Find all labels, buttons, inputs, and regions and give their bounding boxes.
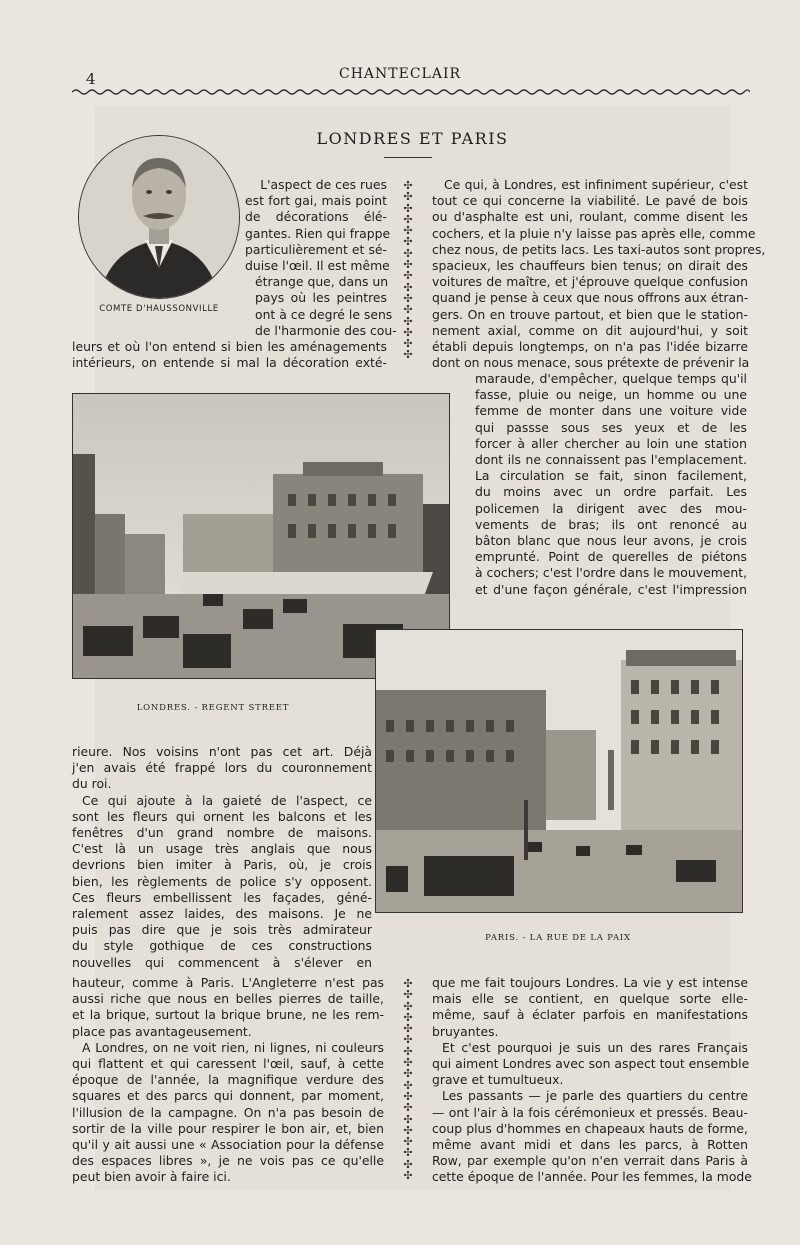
text-line: nouvelles qui commencent à s'élever en (72, 954, 372, 970)
text-line: et la brique, surtout la brique brune, ne les rem- (72, 1007, 384, 1023)
text-line: femme de monter dans une voiture vide (475, 403, 747, 419)
page-number: 4 (86, 70, 96, 88)
right-column-middle (475, 371, 747, 598)
text-line: bien, les règlements de police s'y opposent. (72, 873, 372, 889)
text-line: j'en avais été frappé lors du couronnement (72, 760, 372, 776)
text-line: nement axial, comme on dit aujourd'hui, y soit (432, 322, 748, 338)
text-line: du roi. (72, 776, 112, 792)
text-line: C'est là un usage très anglais que nous (72, 841, 372, 857)
text-line: hauteur, comme à Paris. L'Angleterre n'est pas (72, 975, 384, 990)
text-line: dont on nous menace, sous prétexte de prévenir la (432, 355, 750, 371)
left-column-bottom (72, 975, 384, 1186)
text-line: du moins avec un ordre parfait. Les (475, 484, 747, 500)
text-line: qu'il y ait aussi une « Association pour la défense (72, 1137, 384, 1153)
text-line: Ces fleurs embellissent les façades, géné- (72, 889, 372, 905)
right-column-top (432, 177, 766, 371)
text-line: fasse, pluie ou neige, un homme ou une (475, 387, 747, 403)
text-line: est fort gai, mais point (245, 193, 387, 209)
text-line: grave et tumultueux. (432, 1072, 564, 1088)
text-line: particulièrement et sé- (245, 241, 387, 257)
text-line: squares et des parcs qui donnent, par moment, (72, 1088, 384, 1104)
text-line: La circulation se fait, sinon facilement, (475, 468, 747, 484)
text-line: emprunté. Point de querelles de piétons (475, 549, 747, 565)
portrait-caption: COMTE D'HAUSSONVILLE (99, 304, 219, 314)
text-line: bruyantes. (432, 1023, 499, 1039)
text-line: même, sauf à éclater parfois en manifestations (432, 1007, 748, 1023)
text-line: spacieux, les chauffeurs bien tenus; on dirait des (432, 258, 748, 274)
text-line: maraude, d'empêcher, quelque temps qu'il (475, 371, 747, 386)
text-line: — ont l'air à la fois cérémonieux et pressés. Beau- (432, 1104, 748, 1120)
text-line: établi depuis longtemps, on n'a pas l'idée bizarre (432, 339, 748, 355)
text-line: tout ce qui concerne la viabilité. Le pavé de bois (432, 193, 748, 209)
paris-rue-de-la-paix-photo (375, 629, 743, 913)
text-line: ralement assez laides, des maisons. Je ne (72, 906, 372, 922)
text-line: cette époque de l'année. Pour les femmes, la mode (432, 1169, 752, 1185)
text-line: Et c'est pourquoi je suis un des rares Français (442, 1039, 748, 1055)
text-line: Row, par exemple qu'on n'en verrait dans Paris à (432, 1153, 748, 1169)
text-line: dont ils ne connaissent pas l'emplacement. (475, 452, 747, 468)
text-line: forcer à aller chercher au loin une station (475, 435, 747, 451)
text-line: du style gothique de ces constructions (72, 938, 372, 954)
text-line: de décorations élé- (245, 209, 387, 225)
text-line: vements de bras; ils ont renoncé au (475, 516, 747, 532)
portrait-photo (78, 135, 240, 299)
intro-paragraph (245, 177, 397, 339)
text-line: qui flattent et qui caressent l'œil, sauf, à cette (72, 1056, 384, 1072)
column-ornament-bottom: ✣ ✣ ✣ ✣ ✣ ✣ ✣ ✣ ✣ ✣ ✣ ✣ ✣ ✣ ✣ ✣ ✣ ✣ (403, 977, 413, 1183)
text-line: époque de l'année, la magnifique verdure des (72, 1072, 384, 1088)
text-line: quand je pense à ceux que nous offrons aux étran- (432, 290, 749, 306)
text-line: qui aiment Londres avec son aspect tout ensemble (432, 1056, 750, 1072)
intro-continuation (72, 339, 387, 371)
text-line: devrions bien imiter à Paris, où, je crois (72, 857, 372, 873)
left-column-middle (72, 744, 372, 971)
text-line: étrange que, dans un (255, 274, 389, 290)
text-line: de l'harmonie des cou- (255, 322, 397, 338)
text-line: leurs et où l'on entend si bien les aménagements (72, 339, 387, 354)
header-wavy-rule (72, 88, 750, 96)
text-line: fenêtres d'un grand nombre de maisons. (72, 825, 372, 841)
text-line: place pas avantageusement. (72, 1023, 252, 1039)
text-line: qui passse sous ses yeux et de les (475, 419, 747, 435)
text-line: gantes. Rien qui frappe (245, 225, 391, 241)
text-line: des espaces libres », je ne vois pas ce qu'elle (72, 1153, 384, 1169)
text-line: que me fait toujours Londres. La vie y est intense (432, 975, 748, 990)
paris-photo-caption: PARIS. - LA RUE DE LA PAIX (485, 933, 631, 943)
text-line: peut bien avoir à faire ici. (72, 1169, 231, 1185)
text-line: ou d'asphalte est uni, roulant, comme disent les (432, 209, 748, 225)
text-line: puis pas dire que je sois très admirateur (72, 922, 372, 938)
text-line: Les passants — je parle des quartiers du centre (442, 1088, 748, 1104)
magazine-title: CHANTECLAIR (338, 66, 462, 82)
text-line: Ce qui ajoute à la gaieté de l'aspect, ce (82, 792, 372, 808)
text-line: même avant midi et dans les parcs, à Rotten (432, 1137, 748, 1153)
text-line: chez nous, de petits lacs. Les taxi-autos sont propres, (432, 241, 766, 257)
right-column-bottom (432, 975, 752, 1186)
column-ornament-top: ✣ ✣ ✣ ✣ ✣ ✣ ✣ ✣ ✣ ✣ ✣ ✣ ✣ ✣ ✣ ✣ (403, 179, 413, 362)
text-line: aussi riche que nous en belles pierres de taille, (72, 991, 384, 1007)
text-line: Ce qui, à Londres, est infiniment supérieur, c'est (444, 177, 748, 192)
text-line: duise l'œil. Il est même (245, 258, 390, 274)
text-line: sont les fleurs qui ornent les balcons et les (72, 808, 372, 824)
text-line: intérieurs, on entende si mal la décoration exté- (72, 355, 387, 371)
text-line: pays où les peintres (255, 290, 387, 306)
text-line: sortir de la ville pour respirer le bon air, et, bien (72, 1120, 384, 1136)
text-line: gers. On en trouve partout, et bien que le station- (432, 306, 748, 322)
text-line: l'illusion de la campagne. On n'a pas besoin de (72, 1104, 384, 1120)
text-line: policemen la dirigent avec des mou- (475, 500, 747, 516)
text-line: coup plus d'hommes en chapeaux hauts de forme, (432, 1120, 748, 1136)
text-line: voitures de maître, et j'éprouve quelque confusion (432, 274, 748, 290)
text-line: rieure. Nos voisins n'ont pas cet art. Déjà (72, 744, 372, 759)
text-line: A Londres, on ne voit rien, ni lignes, ni couleurs (82, 1039, 384, 1055)
text-line: mais elle se contient, en quelque sorte elle- (432, 991, 748, 1007)
title-underline (384, 157, 432, 158)
text-line: bâton blanc que nous leur avons, je crois (475, 533, 747, 549)
article-title: LONDRES ET PARIS (316, 129, 509, 148)
london-photo-caption: LONDRES. - REGENT STREET (136, 703, 290, 713)
text-line: et d'une façon générale, c'est l'impression (475, 581, 747, 597)
text-line: à cochers; c'est l'ordre dans le mouvement, (475, 565, 748, 581)
text-line: L'aspect de ces rues (260, 177, 387, 192)
text-line: cochers, et la pluie n'y laisse pas après elle, comme (432, 225, 756, 241)
text-line: ont à ce degré le sens (255, 306, 393, 322)
